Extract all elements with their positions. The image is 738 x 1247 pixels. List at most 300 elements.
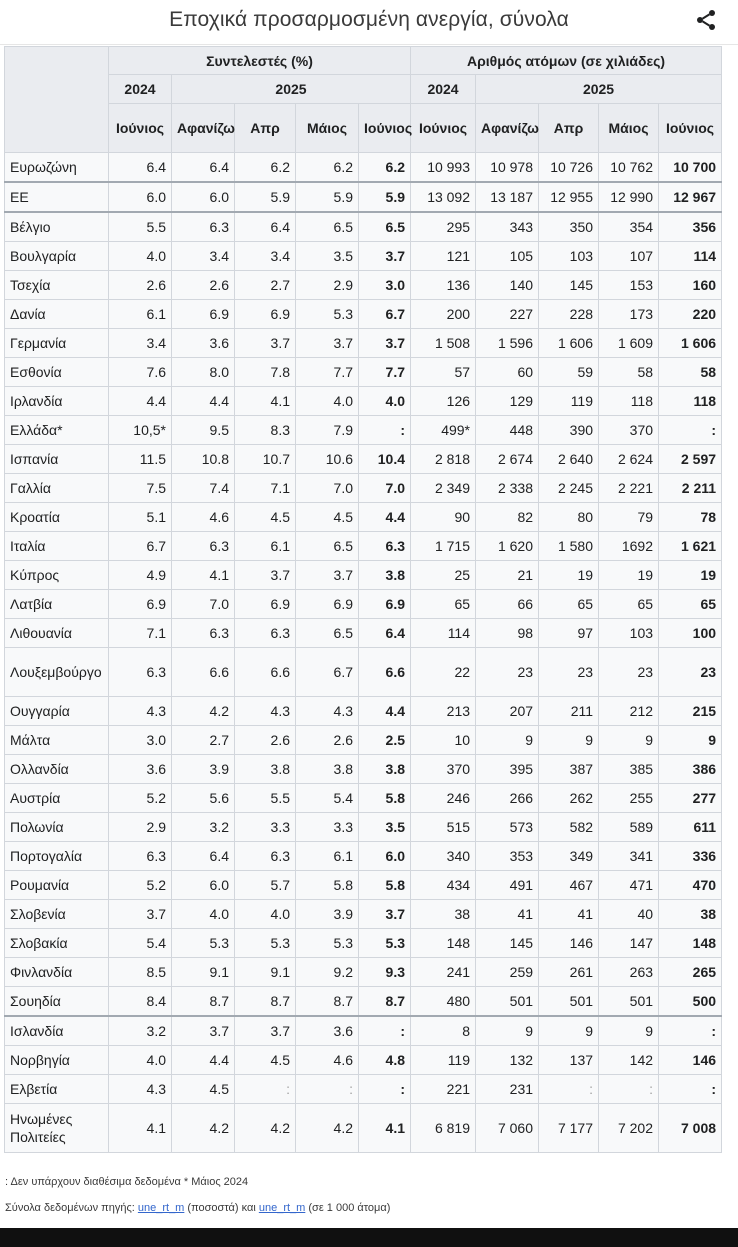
value-cell: 22 bbox=[411, 648, 476, 697]
value-cell: 114 bbox=[659, 242, 722, 271]
value-cell: 3.7 bbox=[235, 329, 296, 358]
value-cell: 4.0 bbox=[109, 242, 172, 271]
country-cell: Σλοβενία bbox=[5, 900, 109, 929]
value-cell: 2 674 bbox=[476, 445, 539, 474]
value-cell: 6.9 bbox=[359, 590, 411, 619]
value-cell: 261 bbox=[539, 958, 599, 987]
source-line bbox=[5, 1202, 390, 1214]
value-cell: 3.3 bbox=[296, 813, 359, 842]
value-cell: 90 bbox=[411, 503, 476, 532]
value-cell: 7.5 bbox=[109, 474, 172, 503]
value-cell: : bbox=[359, 1075, 411, 1104]
table-row bbox=[5, 755, 722, 784]
value-cell: 480 bbox=[411, 987, 476, 1017]
table-row bbox=[5, 1075, 722, 1104]
value-cell: 4.0 bbox=[359, 387, 411, 416]
value-cell: 213 bbox=[411, 697, 476, 726]
value-cell: 23 bbox=[659, 648, 722, 697]
value-cell: 4.2 bbox=[172, 1104, 235, 1153]
value-cell: 5.3 bbox=[359, 929, 411, 958]
table-row bbox=[5, 697, 722, 726]
country-cell: Ιταλία bbox=[5, 532, 109, 561]
corner-cell bbox=[5, 47, 109, 153]
value-cell: 137 bbox=[539, 1046, 599, 1075]
value-cell: 6.5 bbox=[296, 619, 359, 648]
value-cell: 79 bbox=[599, 503, 659, 532]
country-cell: Γερμανία bbox=[5, 329, 109, 358]
value-cell: 6.9 bbox=[109, 590, 172, 619]
value-cell: 60 bbox=[476, 358, 539, 387]
value-cell: 1 715 bbox=[411, 532, 476, 561]
value-cell: 5.8 bbox=[359, 784, 411, 813]
value-cell: 147 bbox=[599, 929, 659, 958]
value-cell: 3.0 bbox=[109, 726, 172, 755]
year-header: 2025 bbox=[172, 75, 411, 104]
value-cell: 6.2 bbox=[359, 153, 411, 183]
value-cell: 7.6 bbox=[109, 358, 172, 387]
value-cell: 173 bbox=[599, 300, 659, 329]
value-cell: 119 bbox=[539, 387, 599, 416]
value-cell: 6.1 bbox=[296, 842, 359, 871]
value-cell: 1 606 bbox=[659, 329, 722, 358]
value-cell: 25 bbox=[411, 561, 476, 590]
value-cell: 350 bbox=[539, 212, 599, 242]
value-cell: 3.0 bbox=[359, 271, 411, 300]
value-cell: 5.3 bbox=[235, 929, 296, 958]
value-cell: 5.2 bbox=[109, 871, 172, 900]
value-cell: 9 bbox=[599, 726, 659, 755]
value-cell: 97 bbox=[539, 619, 599, 648]
value-cell: 3.8 bbox=[235, 755, 296, 784]
table-row bbox=[5, 416, 722, 445]
value-cell: 4.4 bbox=[359, 503, 411, 532]
value-cell: 121 bbox=[411, 242, 476, 271]
value-cell: 2.9 bbox=[296, 271, 359, 300]
value-cell: 12 955 bbox=[539, 182, 599, 212]
value-cell: 341 bbox=[599, 842, 659, 871]
value-cell: 4.8 bbox=[359, 1046, 411, 1075]
country-cell: Σουηδία bbox=[5, 987, 109, 1017]
value-cell: 3.2 bbox=[109, 1016, 172, 1046]
value-cell: : bbox=[659, 1016, 722, 1046]
table-row bbox=[5, 726, 722, 755]
country-cell: Ευρωζώνη bbox=[5, 153, 109, 183]
value-cell: 6.5 bbox=[296, 212, 359, 242]
value-cell: 2.5 bbox=[359, 726, 411, 755]
value-cell: 146 bbox=[659, 1046, 722, 1075]
value-cell: 263 bbox=[599, 958, 659, 987]
value-cell: 119 bbox=[411, 1046, 476, 1075]
month-header: Αφανίζω bbox=[172, 104, 235, 153]
table-row bbox=[5, 987, 722, 1017]
value-cell: 395 bbox=[476, 755, 539, 784]
value-cell: 132 bbox=[476, 1046, 539, 1075]
value-cell: 10 993 bbox=[411, 153, 476, 183]
value-cell: 387 bbox=[539, 755, 599, 784]
value-cell: 3.7 bbox=[235, 561, 296, 590]
value-cell: 9 bbox=[599, 1016, 659, 1046]
value-cell: 12 967 bbox=[659, 182, 722, 212]
value-cell: 10 978 bbox=[476, 153, 539, 183]
value-cell: 6.2 bbox=[235, 153, 296, 183]
value-cell: 107 bbox=[599, 242, 659, 271]
country-cell: Λουξεμβούργο bbox=[5, 648, 109, 697]
value-cell: 5.3 bbox=[296, 929, 359, 958]
value-cell: 41 bbox=[539, 900, 599, 929]
value-cell: 145 bbox=[476, 929, 539, 958]
value-cell: 200 bbox=[411, 300, 476, 329]
value-cell: 582 bbox=[539, 813, 599, 842]
value-cell: : bbox=[359, 416, 411, 445]
year-header: 2025 bbox=[476, 75, 722, 104]
value-cell: 7.4 bbox=[172, 474, 235, 503]
table-row bbox=[5, 242, 722, 271]
value-cell: 153 bbox=[599, 271, 659, 300]
value-cell: 2 245 bbox=[539, 474, 599, 503]
value-cell: 148 bbox=[659, 929, 722, 958]
value-cell: 23 bbox=[599, 648, 659, 697]
value-cell: 6.4 bbox=[235, 212, 296, 242]
value-cell: 1 621 bbox=[659, 532, 722, 561]
value-cell: 8.7 bbox=[296, 987, 359, 1017]
value-cell: 3.7 bbox=[235, 1016, 296, 1046]
value-cell: 114 bbox=[411, 619, 476, 648]
value-cell: 6.3 bbox=[235, 842, 296, 871]
value-cell: 59 bbox=[539, 358, 599, 387]
value-cell: 212 bbox=[599, 697, 659, 726]
value-cell: 10 726 bbox=[539, 153, 599, 183]
value-cell: 515 bbox=[411, 813, 476, 842]
country-cell: Τσεχία bbox=[5, 271, 109, 300]
value-cell: 3.6 bbox=[109, 755, 172, 784]
value-cell: 58 bbox=[659, 358, 722, 387]
value-cell: 4.5 bbox=[235, 1046, 296, 1075]
value-cell: 21 bbox=[476, 561, 539, 590]
value-cell: 136 bbox=[411, 271, 476, 300]
value-cell: 491 bbox=[476, 871, 539, 900]
value-cell: 3.7 bbox=[359, 900, 411, 929]
country-cell: Γαλλία bbox=[5, 474, 109, 503]
table-row bbox=[5, 300, 722, 329]
value-cell: 10.6 bbox=[296, 445, 359, 474]
value-cell: 6.2 bbox=[296, 153, 359, 183]
value-cell: 148 bbox=[411, 929, 476, 958]
table-row bbox=[5, 503, 722, 532]
value-cell: 7 060 bbox=[476, 1104, 539, 1153]
value-cell: 8.7 bbox=[359, 987, 411, 1017]
value-cell: 6.4 bbox=[109, 153, 172, 183]
value-cell: 7 202 bbox=[599, 1104, 659, 1153]
value-cell: 9.2 bbox=[296, 958, 359, 987]
value-cell: 7 177 bbox=[539, 1104, 599, 1153]
country-cell: Εσθονία bbox=[5, 358, 109, 387]
value-cell: 3.6 bbox=[296, 1016, 359, 1046]
value-cell: 6.6 bbox=[235, 648, 296, 697]
value-cell: 6.0 bbox=[109, 182, 172, 212]
value-cell: 103 bbox=[599, 619, 659, 648]
month-header: Ιούνιος bbox=[359, 104, 411, 153]
value-cell: 241 bbox=[411, 958, 476, 987]
value-cell: 9 bbox=[539, 1016, 599, 1046]
table-row bbox=[5, 445, 722, 474]
month-header: Ιούνιος bbox=[411, 104, 476, 153]
year-header: 2024 bbox=[411, 75, 476, 104]
value-cell: 4.3 bbox=[109, 1075, 172, 1104]
value-cell: 4.1 bbox=[235, 387, 296, 416]
value-cell: 65 bbox=[599, 590, 659, 619]
value-cell: 65 bbox=[539, 590, 599, 619]
value-cell: 3.8 bbox=[359, 561, 411, 590]
value-cell: 57 bbox=[411, 358, 476, 387]
value-cell: 265 bbox=[659, 958, 722, 987]
value-cell: 7.0 bbox=[296, 474, 359, 503]
value-cell: 4.6 bbox=[296, 1046, 359, 1075]
value-cell: 23 bbox=[539, 648, 599, 697]
value-cell: 2 597 bbox=[659, 445, 722, 474]
value-cell: 4.4 bbox=[359, 697, 411, 726]
value-cell: 5.9 bbox=[296, 182, 359, 212]
value-cell: 146 bbox=[539, 929, 599, 958]
value-cell: 145 bbox=[539, 271, 599, 300]
country-cell: Μάλτα bbox=[5, 726, 109, 755]
value-cell: 7.7 bbox=[359, 358, 411, 387]
value-cell: 5.3 bbox=[172, 929, 235, 958]
value-cell: 6.0 bbox=[359, 842, 411, 871]
value-cell: 103 bbox=[539, 242, 599, 271]
value-cell: 1 596 bbox=[476, 329, 539, 358]
table-row bbox=[5, 648, 722, 697]
value-cell: 9 bbox=[659, 726, 722, 755]
value-cell: 2 624 bbox=[599, 445, 659, 474]
value-cell: 10 bbox=[411, 726, 476, 755]
value-cell: 1 580 bbox=[539, 532, 599, 561]
value-cell: 8.7 bbox=[235, 987, 296, 1017]
value-cell: 6.1 bbox=[235, 532, 296, 561]
value-cell: 6.4 bbox=[359, 619, 411, 648]
value-cell: 336 bbox=[659, 842, 722, 871]
country-cell: Ουγγαρία bbox=[5, 697, 109, 726]
value-cell: 65 bbox=[411, 590, 476, 619]
value-cell: 471 bbox=[599, 871, 659, 900]
value-cell: 215 bbox=[659, 697, 722, 726]
value-cell: 6.7 bbox=[359, 300, 411, 329]
value-cell: 9 bbox=[539, 726, 599, 755]
persons-header: Αριθμός ατόμων (σε χιλιάδες) bbox=[411, 47, 722, 75]
value-cell: 386 bbox=[659, 755, 722, 784]
value-cell: 4.5 bbox=[296, 503, 359, 532]
source-link-persons[interactable]: une_rt_m bbox=[258, 1202, 306, 1214]
value-cell: 4.3 bbox=[296, 697, 359, 726]
value-cell: 5.7 bbox=[235, 871, 296, 900]
value-cell: 78 bbox=[659, 503, 722, 532]
value-cell: 220 bbox=[659, 300, 722, 329]
value-cell: 12 990 bbox=[599, 182, 659, 212]
value-cell: 370 bbox=[599, 416, 659, 445]
value-cell: 4.3 bbox=[235, 697, 296, 726]
table-row bbox=[5, 900, 722, 929]
value-cell: 6.6 bbox=[359, 648, 411, 697]
month-header: Μάιος bbox=[599, 104, 659, 153]
month-header: Απρ bbox=[235, 104, 296, 153]
value-cell: 9.1 bbox=[235, 958, 296, 987]
value-cell: 126 bbox=[411, 387, 476, 416]
value-cell: 98 bbox=[476, 619, 539, 648]
value-cell: 4.6 bbox=[172, 503, 235, 532]
country-cell: Κροατία bbox=[5, 503, 109, 532]
value-cell: 501 bbox=[476, 987, 539, 1017]
share-icon[interactable] bbox=[694, 8, 718, 32]
value-cell: : bbox=[296, 1075, 359, 1104]
value-cell: 1692 bbox=[599, 532, 659, 561]
footnote: : Δεν υπάρχουν διαθέσιμα δεδομένα * Μάιος 2024 bbox=[5, 1176, 249, 1188]
value-cell: 467 bbox=[539, 871, 599, 900]
value-cell: 6.3 bbox=[109, 842, 172, 871]
value-cell: 6.7 bbox=[109, 532, 172, 561]
source-link-rates[interactable]: une_rt_m bbox=[137, 1202, 185, 1214]
value-cell: 2.9 bbox=[109, 813, 172, 842]
value-cell: 9.3 bbox=[359, 958, 411, 987]
value-cell: 3.9 bbox=[172, 755, 235, 784]
country-cell: Ιρλανδία bbox=[5, 387, 109, 416]
unemployment-table bbox=[4, 46, 722, 1153]
table-row bbox=[5, 842, 722, 871]
month-header: Ιούνιος bbox=[109, 104, 172, 153]
value-cell: 1 606 bbox=[539, 329, 599, 358]
value-cell: : bbox=[659, 416, 722, 445]
value-cell: 211 bbox=[539, 697, 599, 726]
value-cell: 1 609 bbox=[599, 329, 659, 358]
value-cell: 100 bbox=[659, 619, 722, 648]
value-cell: 23 bbox=[476, 648, 539, 697]
value-cell: 354 bbox=[599, 212, 659, 242]
value-cell: 5.9 bbox=[235, 182, 296, 212]
value-cell: 3.6 bbox=[172, 329, 235, 358]
value-cell: 2 818 bbox=[411, 445, 476, 474]
value-cell: 4.0 bbox=[296, 387, 359, 416]
value-cell: 3.7 bbox=[172, 1016, 235, 1046]
value-cell: 13 092 bbox=[411, 182, 476, 212]
value-cell: 80 bbox=[539, 503, 599, 532]
value-cell: 8.0 bbox=[172, 358, 235, 387]
value-cell: 4.4 bbox=[172, 387, 235, 416]
value-cell: 3.7 bbox=[109, 900, 172, 929]
value-cell: 19 bbox=[599, 561, 659, 590]
value-cell: : bbox=[659, 1075, 722, 1104]
value-cell: 8.7 bbox=[172, 987, 235, 1017]
value-cell: 66 bbox=[476, 590, 539, 619]
value-cell: 385 bbox=[599, 755, 659, 784]
value-cell: 2 338 bbox=[476, 474, 539, 503]
value-cell: 207 bbox=[476, 697, 539, 726]
value-cell: 4.1 bbox=[109, 1104, 172, 1153]
value-cell: 2.6 bbox=[235, 726, 296, 755]
value-cell: 4.0 bbox=[172, 900, 235, 929]
value-cell: 160 bbox=[659, 271, 722, 300]
value-cell: 6.4 bbox=[172, 842, 235, 871]
month-header: Ιούνιος bbox=[659, 104, 722, 153]
value-cell: 3.8 bbox=[359, 755, 411, 784]
value-cell: 448 bbox=[476, 416, 539, 445]
value-cell: 5.3 bbox=[296, 300, 359, 329]
table-row bbox=[5, 153, 722, 183]
value-cell: 4.1 bbox=[172, 561, 235, 590]
table-row bbox=[5, 212, 722, 242]
value-cell: 8.4 bbox=[109, 987, 172, 1017]
value-cell: 8.5 bbox=[109, 958, 172, 987]
value-cell: 10,5* bbox=[109, 416, 172, 445]
value-cell: 2.6 bbox=[172, 271, 235, 300]
table-row bbox=[5, 784, 722, 813]
value-cell: 340 bbox=[411, 842, 476, 871]
country-cell: Ισλανδία bbox=[5, 1016, 109, 1046]
value-cell: 4.4 bbox=[109, 387, 172, 416]
value-cell: 4.2 bbox=[296, 1104, 359, 1153]
value-cell: 6.3 bbox=[109, 648, 172, 697]
month-header: Απρ bbox=[539, 104, 599, 153]
table-row bbox=[5, 358, 722, 387]
value-cell: 470 bbox=[659, 871, 722, 900]
value-cell: 4.3 bbox=[109, 697, 172, 726]
value-cell: 611 bbox=[659, 813, 722, 842]
country-cell: Αυστρία bbox=[5, 784, 109, 813]
value-cell: 499* bbox=[411, 416, 476, 445]
value-cell: 19 bbox=[659, 561, 722, 590]
country-cell: Ολλανδία bbox=[5, 755, 109, 784]
value-cell: 1 620 bbox=[476, 532, 539, 561]
value-cell: 2.7 bbox=[172, 726, 235, 755]
value-cell: 118 bbox=[599, 387, 659, 416]
value-cell: 3.8 bbox=[296, 755, 359, 784]
value-cell: 6.0 bbox=[172, 182, 235, 212]
table-row bbox=[5, 1104, 722, 1153]
value-cell: 2.7 bbox=[235, 271, 296, 300]
value-cell: 5.6 bbox=[172, 784, 235, 813]
value-cell: 266 bbox=[476, 784, 539, 813]
value-cell: 4.5 bbox=[172, 1075, 235, 1104]
value-cell: 4.2 bbox=[235, 1104, 296, 1153]
value-cell: 7.8 bbox=[235, 358, 296, 387]
value-cell: 6.4 bbox=[172, 153, 235, 183]
table-row bbox=[5, 329, 722, 358]
value-cell: 2 211 bbox=[659, 474, 722, 503]
country-cell: Βέλγιο bbox=[5, 212, 109, 242]
value-cell: 4.0 bbox=[235, 900, 296, 929]
value-cell: 3.9 bbox=[296, 900, 359, 929]
value-cell: 10 762 bbox=[599, 153, 659, 183]
value-cell: 40 bbox=[599, 900, 659, 929]
value-cell: 6.3 bbox=[235, 619, 296, 648]
country-cell: Ισπανία bbox=[5, 445, 109, 474]
value-cell: 295 bbox=[411, 212, 476, 242]
value-cell: 6.0 bbox=[172, 871, 235, 900]
value-cell: 9.1 bbox=[172, 958, 235, 987]
value-cell: 140 bbox=[476, 271, 539, 300]
value-cell: 255 bbox=[599, 784, 659, 813]
value-cell: 221 bbox=[411, 1075, 476, 1104]
value-cell: 10.8 bbox=[172, 445, 235, 474]
value-cell: 5.4 bbox=[109, 929, 172, 958]
table-row bbox=[5, 813, 722, 842]
value-cell: 8.3 bbox=[235, 416, 296, 445]
value-cell: 38 bbox=[659, 900, 722, 929]
value-cell: 227 bbox=[476, 300, 539, 329]
value-cell: 277 bbox=[659, 784, 722, 813]
country-cell: Νορβηγία bbox=[5, 1046, 109, 1075]
value-cell: 246 bbox=[411, 784, 476, 813]
value-cell: 7.0 bbox=[359, 474, 411, 503]
value-cell: 3.5 bbox=[296, 242, 359, 271]
table-row bbox=[5, 387, 722, 416]
